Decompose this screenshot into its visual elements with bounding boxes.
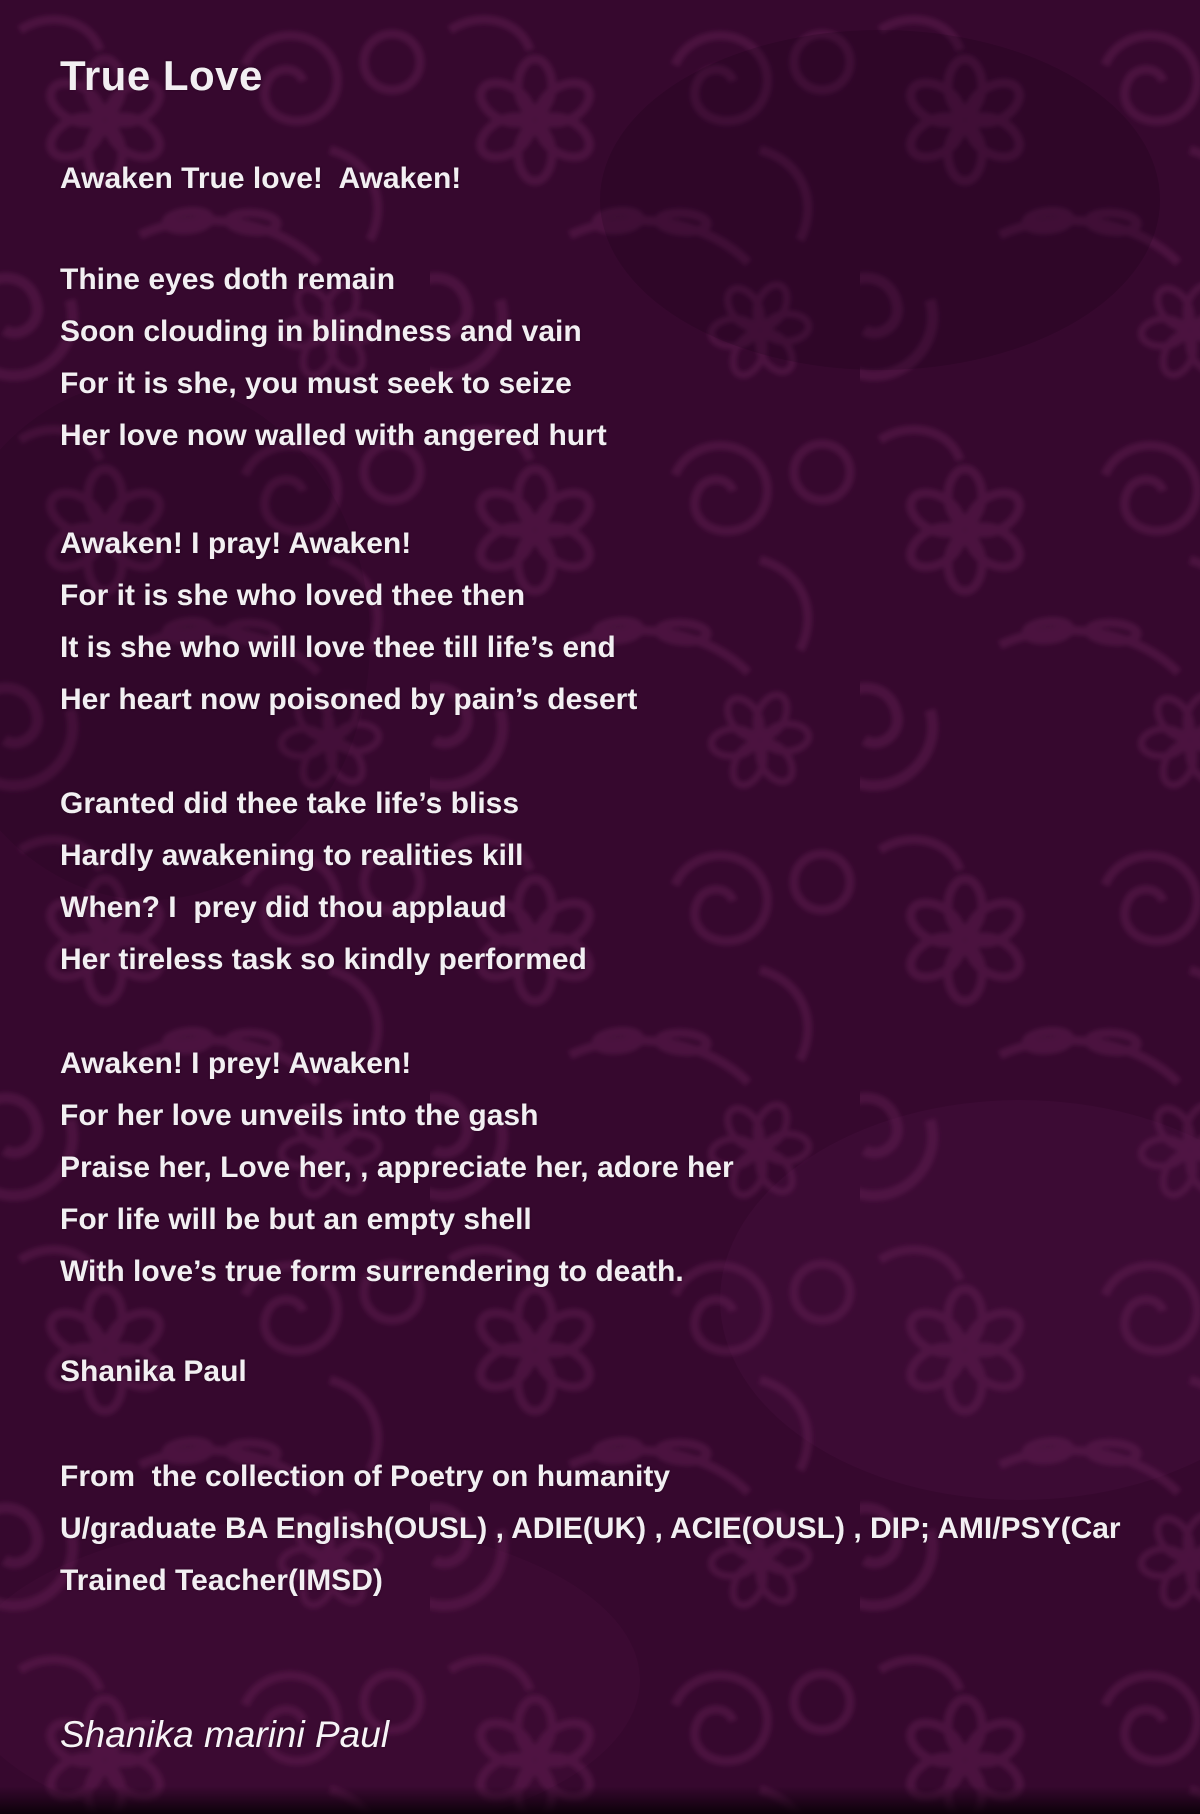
poem-line: Her love now walled with angered hurt <box>60 419 607 452</box>
poem-line: For her love unveils into the gash <box>60 1099 539 1132</box>
poem-line: Her tireless task so kindly performed <box>60 943 587 976</box>
poem-stanza-2 <box>60 518 637 726</box>
bottom-shadow <box>0 1786 1200 1814</box>
poet-name: Shanika Paul <box>60 1355 247 1388</box>
poem-stanza-1 <box>60 254 607 462</box>
poem-line: From the collection of Poetry on humanity <box>60 1460 671 1493</box>
poem-line: Awaken! I pray! Awaken! <box>60 527 412 560</box>
poem-line: Praise her, Love her, , appreciate her, adore her <box>60 1151 734 1184</box>
poem-stanza-3 <box>60 778 587 986</box>
poem-line: Soon clouding in blindness and vain <box>60 315 582 348</box>
poem-line: Trained Teacher(IMSD) <box>60 1564 383 1597</box>
poem-line: When? I prey did thou applaud <box>60 891 507 924</box>
poem-line: Thine eyes doth remain <box>60 263 396 296</box>
poem-line: Awaken! I prey! Awaken! <box>60 1047 412 1080</box>
poem-line: With love’s true form surrendering to death. <box>60 1255 684 1288</box>
poem-title: True Love <box>60 52 263 99</box>
poem-line: It is she who will love thee till life’s end <box>60 631 616 664</box>
poet-credentials <box>60 1451 1121 1607</box>
poem-line: For it is she who loved thee then <box>60 579 526 612</box>
poem-line: Granted did thee take life’s bliss <box>60 787 520 820</box>
poem-line: U/graduate BA English(OUSL) , ADIE(UK) , ACIE(OUSL) , DIP; AMI/PSY(Car <box>60 1512 1121 1545</box>
poem-line: Hardly awakening to realities kill <box>60 839 524 872</box>
poet-signature: Shanika marini Paul <box>60 1714 390 1755</box>
poem-line: For life will be but an empty shell <box>60 1203 532 1236</box>
poem-stanza-4 <box>60 1038 734 1298</box>
poem-line: For it is she, you must seek to seize <box>60 367 572 400</box>
poem-opening-line: Awaken True love! Awaken! <box>60 162 462 195</box>
poem-line: Her heart now poisoned by pain’s desert <box>60 683 638 716</box>
